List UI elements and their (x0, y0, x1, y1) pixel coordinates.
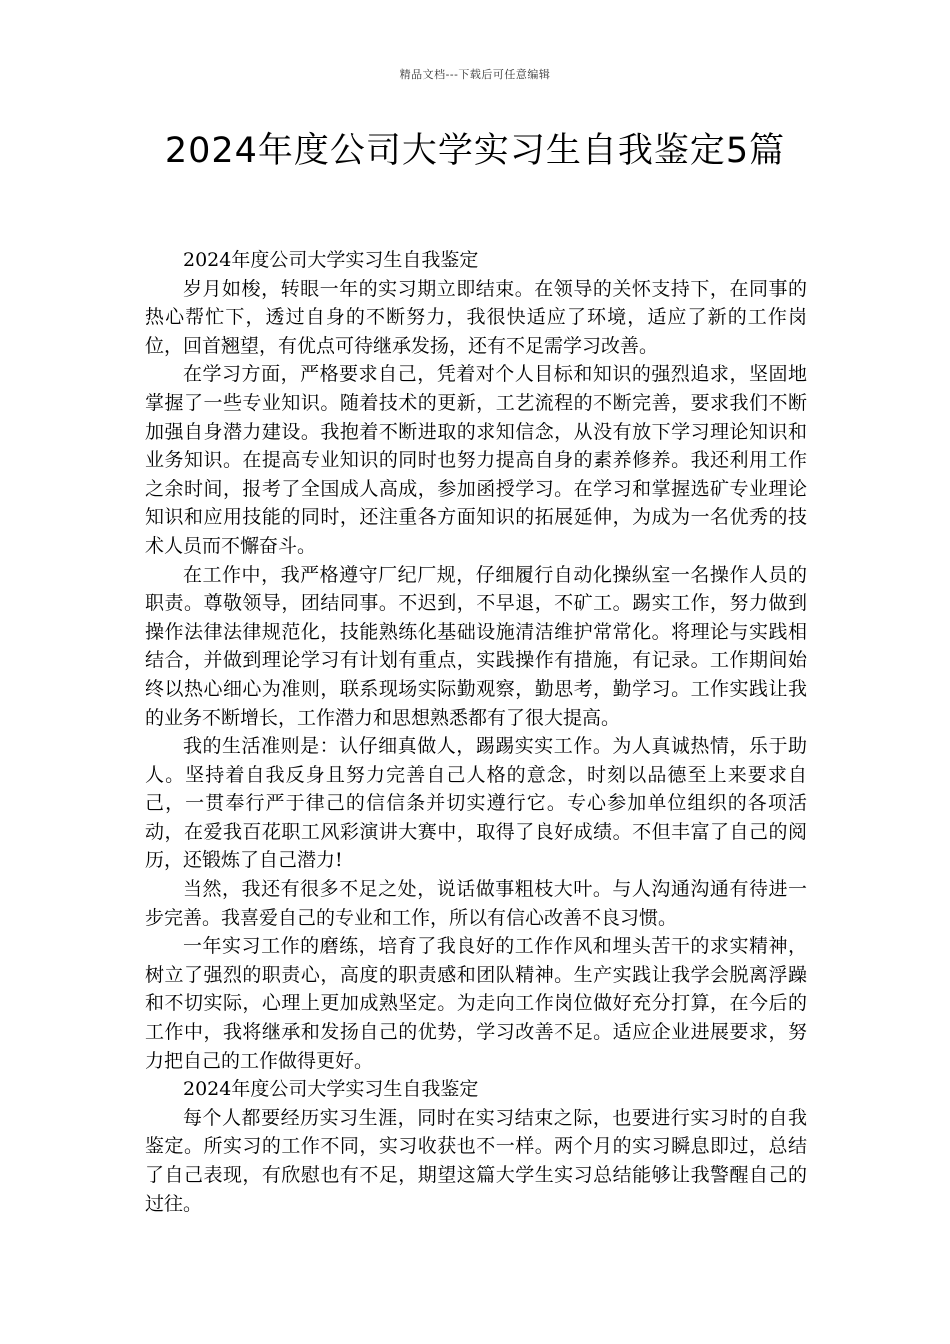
section-heading: 2024年度公司大学实习生自我鉴定 (183, 1078, 479, 1101)
document-body (145, 246, 807, 1218)
paragraph: 每个人都要经历实习生涯，同时在实习结束之际，也要进行实习时的自我鉴定。所实习的工作不同，实习收获也不一样。两个月的实习瞬息即过，总结了自己表现，有欣慰也有不足，期望这篇大学生实习总结能够让我警醒自己的过往。 (145, 1106, 807, 1215)
document-title: 2024年度公司大学实习生自我鉴定5篇 (164, 131, 786, 171)
paragraph: 我的生活准则是：认仔细真做人，踢踢实实工作。为人真诚热情，乐于助人。坚持着自我反身且努力完善自己人格的意念，时刻以品德至上来要求自己，一贯奉行严于律己的信信条并切实遵行它。专心参加单位组织的各项活动，在爱我百花职工风彩演讲大赛中，取得了良好成绩。不但丰富了自己的阅历，还锻炼了自己潜力! (145, 735, 807, 872)
section-heading: 2024年度公司大学实习生自我鉴定 (183, 249, 479, 271)
paragraph: 一年实习工作的磨练，培育了我良好的工作作风和埋头苦干的求实精神，树立了强烈的职责心，高度的职责感和团队精神。生产实践让我学会脱离浮躁和不切实际，心理上更加成熟坚定。为走向工作岗位做好充分打算，在今后的工作中，我将继承和发扬自己的优势，学习改善不足。适应企业进展要求，努力把自己的工作做得更好。 (145, 935, 807, 1072)
paragraph: 在学习方面，严格要求自己，凭着对个人目标和知识的强烈追求，坚固地掌握了一些专业知识。随着技术的更新，工艺流程的不断完善，要求我们不断加强自身潜力建设。我抱着不断进取的求知信念，从没有放下学习理论知识和业务知识。在提高专业知识的同时也努力提高自身的素养修养。我还利用工作之余时间，报考了全国成人高成，参加函授学习。在学习和掌握选矿专业理论知识和应用技能的同时，还注重各方面知识的拓展延伸，为成为一名优秀的技术人员而不懈奋斗。 (145, 363, 807, 557)
header-note: 精品文档---下载后可任意编辑 (399, 68, 551, 81)
paragraph: 岁月如梭，转眼一年的实习期立即结束。在领导的关怀支持下，在同事的热心帮忙下，透过自身的不断努力，我很快适应了环境，适应了新的工作岗位，回首翘望，有优点可待继承发扬，还有不足需学习改善。 (145, 277, 807, 357)
paragraph: 在工作中，我严格遵守厂纪厂规，仔细履行自动化操纵室一名操作人员的职责。尊敬领导，团结同事。不迟到，不早退，不矿工。踢实工作，努力做到操作法律法律规范化，技能熟练化基础设施清洁维护常常化。将理论与实践相结合，并做到理论学习有计划有重点，实践操作有措施，有记录。工作期间始终以热心细心为准则，联系现场实际勤观察，勤思考，勤学习。工作实践让我的业务不断增长，工作潜力和思想熟悉都有了很大提高。 (145, 563, 807, 729)
paragraph: 当然，我还有很多不足之处，说话做事粗枝大叶。与人沟通沟通有待进一步完善。我喜爱自己的专业和工作，所以有信心改善不良习惯。 (145, 878, 807, 929)
